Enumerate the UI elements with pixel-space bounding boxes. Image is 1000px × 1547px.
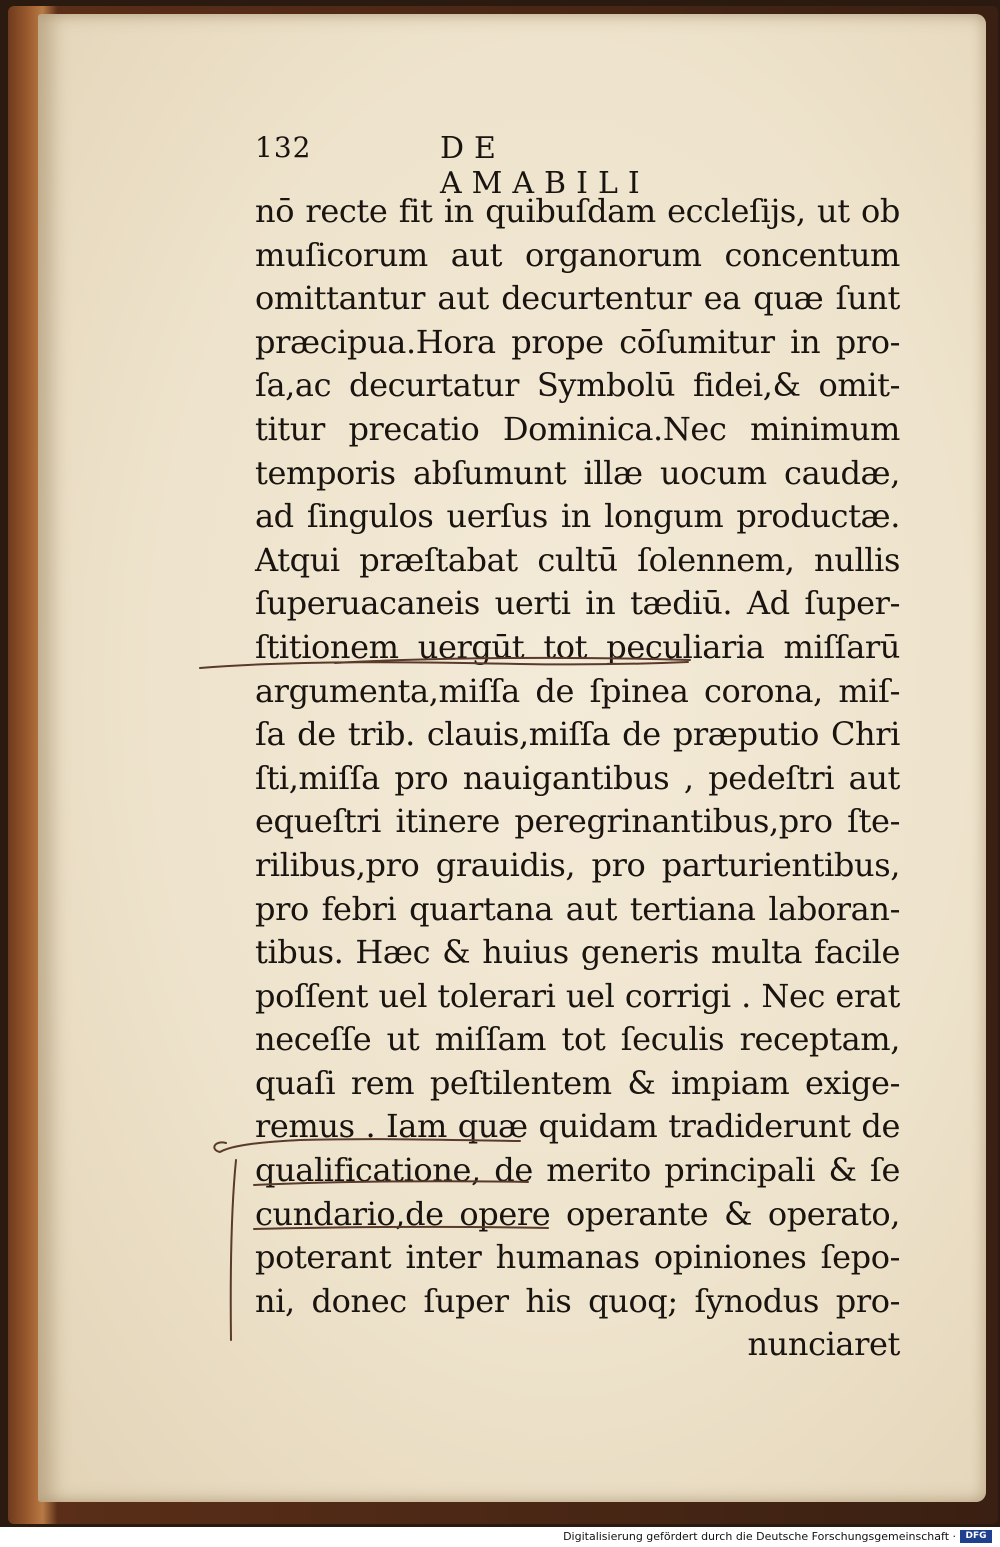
text-line: Atqui præſtabat cultū ſolennem, nullis [255, 540, 900, 579]
text-line: ſa de trib. clauis,miſſa de præputio Chri [255, 715, 900, 754]
text-line: pro febri quartana aut tertiana laboran- [255, 889, 900, 928]
text-line: rilibus,pro grauidis, pro parturientibus, [255, 845, 900, 884]
text-line: præcipua.Hora prope cōſumitur in pro- [255, 322, 900, 361]
text-line: poſſent uel tolerari uel corrigi . Nec erat [255, 976, 900, 1015]
dfg-logo: DFG [960, 1530, 992, 1543]
running-head-title: DE AMABILI [440, 131, 650, 201]
text-line: ad ſingulos uerſus in longum productæ. [255, 497, 900, 536]
text-line: omittantur aut decurtentur ea quæ ſunt [255, 279, 900, 318]
text-line: ſuperuacaneis uerti in tædiū. Ad ſuper- [255, 584, 900, 623]
text-line: muſicorum aut organorum concentum [255, 235, 900, 274]
text-line: ſtitionem uergūt tot peculiaria miſſarū [255, 627, 900, 666]
running-head [255, 131, 735, 201]
text-line: quaſi rem peſtilentem & impiam exige- [255, 1063, 900, 1102]
text-line: temporis abſumunt illæ uocum caudæ, [255, 453, 900, 492]
text-block [255, 190, 900, 1367]
page-number: 132 [255, 131, 312, 164]
text-line: neceſſe ut miſſam tot ſeculis receptam, [255, 1020, 900, 1059]
catchword: nunciaret [747, 1325, 900, 1364]
funding-credit: Digitalisierung gefördert durch die Deutsche Forschungsgemeinschaft · [563, 1530, 956, 1543]
text-line: argumenta,miſſa de ſpinea corona, miſ- [255, 671, 900, 710]
text-line: ſa,ac decurtatur Symbolū fidei,& omit- [255, 366, 900, 405]
text-line: ſti,miſſa pro nauigantibus , pedeſtri aut [255, 758, 900, 797]
text-line: tibus. Hæc & huius generis multa facile [255, 933, 900, 972]
text-line: equeſtri itinere peregrinantibus,pro ſte- [255, 802, 900, 841]
text-line: titur precatio Dominica.Nec minimum [255, 409, 900, 448]
text-line: qualificatione, de merito principali & ſe [255, 1151, 900, 1190]
text-line: poterant inter humanas opiniones ſepo- [255, 1238, 900, 1277]
footer-bar [0, 1527, 1000, 1547]
text-line: remus . Iam quæ quidam tradiderunt de [255, 1107, 900, 1146]
text-line: ni, donec ſuper his quoq; ſynodus pro- [255, 1281, 900, 1320]
text-line: cundario,de opere operante & operato, [255, 1194, 900, 1233]
text-line: nō recte fit in quibuſdam eccleſijs, ut ob [255, 192, 900, 230]
